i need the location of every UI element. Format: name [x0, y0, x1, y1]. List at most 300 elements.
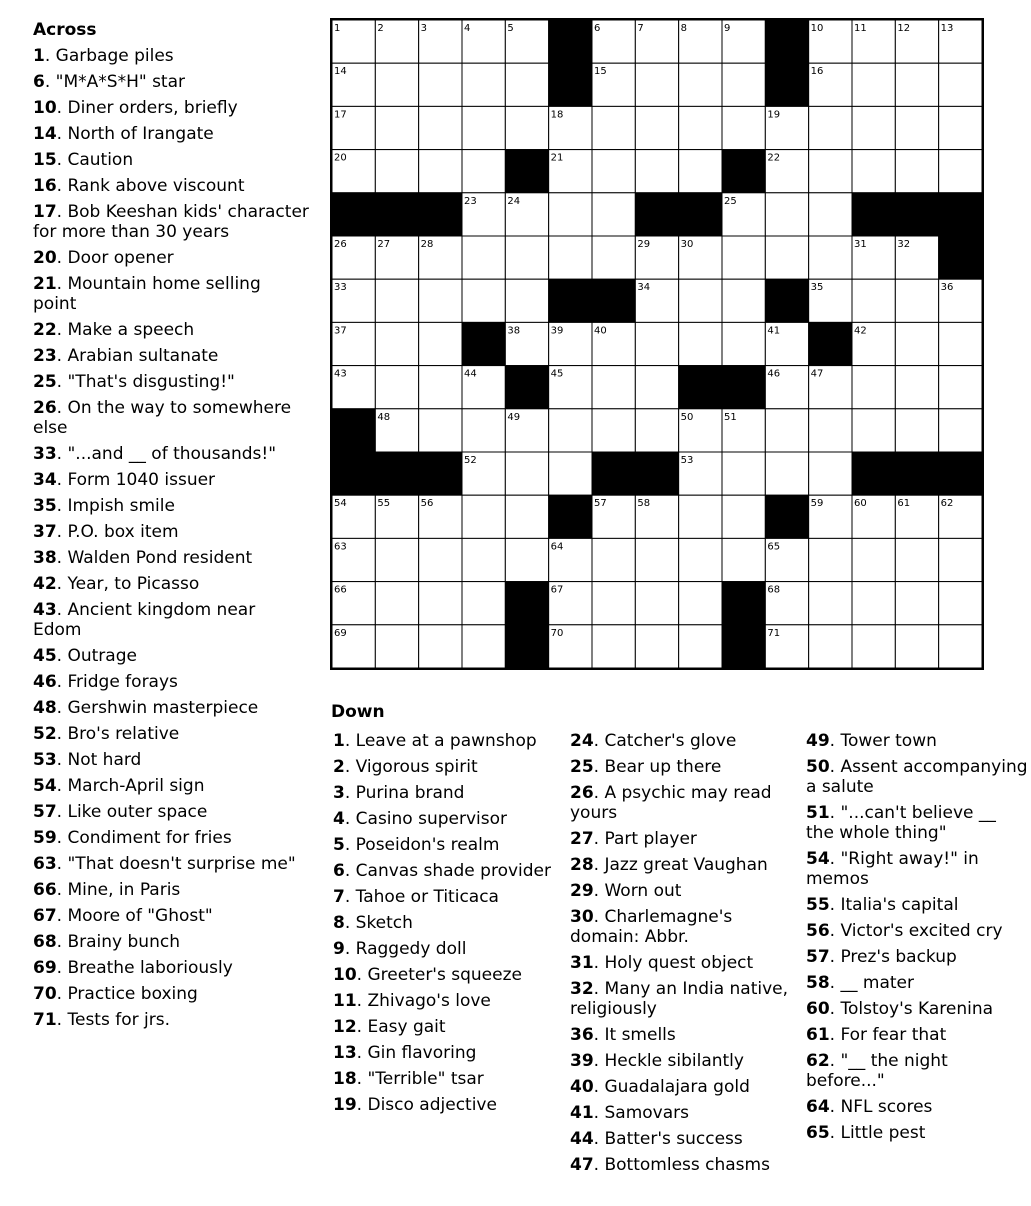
grid-cell[interactable]: [895, 322, 938, 365]
grid-cell[interactable]: [419, 279, 462, 322]
clue-item[interactable]: 39. Heckle sibilantly: [570, 1051, 744, 1071]
cell-number: 52: [464, 455, 477, 466]
clue-text: Raggedy doll: [355, 939, 467, 959]
clue-text: Many an India native, religiously: [570, 979, 789, 1019]
clue-text: Bro's relative: [67, 724, 180, 744]
clue-item[interactable]: 10. Greeter's squeeze: [333, 965, 522, 985]
cell-number: 67: [550, 584, 564, 596]
grid-cell[interactable]: [765, 409, 808, 452]
grid-cell[interactable]: [939, 106, 982, 149]
clue-item[interactable]: 44. Batter's success: [570, 1129, 743, 1149]
block-cell: [332, 193, 375, 236]
block-cell: [505, 625, 548, 668]
block-cell: [549, 279, 592, 322]
cell-number: 43: [334, 368, 347, 380]
clue-item[interactable]: 1. Garbage piles: [33, 46, 174, 66]
clue-text: North of Irangate: [67, 124, 214, 144]
grid-cell[interactable]: [679, 106, 722, 149]
clue-item[interactable]: 31. Holy quest object: [570, 953, 754, 973]
clue-item[interactable]: 61. For fear that: [806, 1025, 947, 1045]
clue-number: 28: [570, 855, 594, 875]
grid-cell[interactable]: [722, 63, 765, 106]
clue-item[interactable]: 50. Assent accompanying a salute: [806, 757, 1028, 797]
clue-text: "That doesn't surprise me": [67, 854, 296, 874]
grid-cell[interactable]: [462, 409, 505, 452]
clue-item[interactable]: 18. "Terrible" tsar: [333, 1069, 484, 1089]
cell-number: 61: [897, 498, 911, 510]
clue-number: 4: [333, 809, 345, 829]
grid-cell[interactable]: [375, 63, 418, 106]
clue-number: 69: [33, 958, 57, 978]
clue-item[interactable]: 21. Mountain home selling point: [33, 274, 261, 314]
clue-number: 53: [33, 750, 57, 770]
clue-item[interactable]: 54. March-April sign: [33, 776, 205, 796]
grid-cell[interactable]: [679, 538, 722, 581]
grid-cell[interactable]: [939, 63, 982, 106]
grid-cell[interactable]: [895, 582, 938, 625]
grid-cell[interactable]: [375, 106, 418, 149]
block-cell: [375, 193, 418, 236]
clue-number: 60: [806, 999, 830, 1019]
clue-item[interactable]: 62. "__ the night before...": [806, 1051, 948, 1091]
grid-cell[interactable]: [419, 106, 462, 149]
block-cell: [505, 150, 548, 193]
grid-cell[interactable]: [635, 625, 678, 668]
grid-cell[interactable]: [852, 150, 895, 193]
clue-item[interactable]: 48. Gershwin masterpiece: [33, 698, 259, 718]
block-cell: [635, 452, 678, 495]
down-clue-column-1: [333, 731, 565, 1121]
clue-number: 46: [33, 672, 57, 692]
grid-cell[interactable]: [375, 582, 418, 625]
grid-cell[interactable]: [592, 150, 635, 193]
clue-item[interactable]: 45. Outrage: [33, 646, 137, 666]
clue-text: Heckle sibilantly: [604, 1051, 744, 1071]
clue-number: 52: [33, 724, 57, 744]
grid-cell[interactable]: [462, 150, 505, 193]
clue-item[interactable]: 19. Disco adjective: [333, 1095, 497, 1115]
grid-cell[interactable]: [419, 625, 462, 668]
cell-number: 17: [334, 109, 347, 121]
clue-item[interactable]: 41. Samovars: [570, 1103, 689, 1123]
clue-item[interactable]: 4. Casino supervisor: [333, 809, 508, 829]
grid-cell[interactable]: [895, 409, 938, 452]
clue-text: Zhivago's love: [367, 991, 491, 1011]
grid-cell[interactable]: [722, 538, 765, 581]
block-cell: [939, 236, 982, 279]
grid-cell[interactable]: [505, 452, 548, 495]
block-cell: [635, 193, 678, 236]
grid-cell[interactable]: [895, 366, 938, 409]
clue-text: Worn out: [604, 881, 682, 901]
grid-cell[interactable]: [722, 279, 765, 322]
across-clue-list: [33, 46, 309, 1036]
grid-cell[interactable]: [939, 409, 982, 452]
clue-item[interactable]: 37. P.O. box item: [33, 522, 179, 542]
clue-item[interactable]: 42. Year, to Picasso: [33, 574, 200, 594]
grid-cell[interactable]: [635, 63, 678, 106]
clue-item[interactable]: 38. Walden Pond resident: [33, 548, 253, 568]
clue-item[interactable]: 27. Part player: [570, 829, 697, 849]
grid-cell[interactable]: [419, 150, 462, 193]
clue-text: "...and __ of thousands!": [67, 444, 277, 464]
clue-item[interactable]: 17. Bob Keeshan kids' character for more than 30 years: [33, 202, 309, 242]
grid-cell[interactable]: [505, 538, 548, 581]
grid-cell[interactable]: [809, 452, 852, 495]
block-cell: [419, 193, 462, 236]
grid-cell[interactable]: [419, 538, 462, 581]
grid-cell[interactable]: [549, 236, 592, 279]
grid-cell[interactable]: [635, 538, 678, 581]
clue-number: 45: [33, 646, 57, 666]
grid-cell[interactable]: [419, 63, 462, 106]
crossword-grid[interactable]: [330, 18, 984, 670]
grid-cell[interactable]: [722, 236, 765, 279]
grid-cell[interactable]: [679, 322, 722, 365]
clue-text: NFL scores: [840, 1097, 933, 1117]
clue-item[interactable]: 33. "...and __ of thousands!": [33, 444, 277, 464]
clue-text: Holy quest object: [604, 953, 754, 973]
grid-cell[interactable]: [809, 236, 852, 279]
grid-cell[interactable]: [852, 366, 895, 409]
clue-number: 6: [33, 72, 45, 92]
clue-item[interactable]: 26. On the way to somewhere else: [33, 398, 292, 438]
grid-cell[interactable]: [679, 582, 722, 625]
grid-cell[interactable]: [419, 366, 462, 409]
clue-item[interactable]: 52. Bro's relative: [33, 724, 180, 744]
grid-cell[interactable]: [375, 625, 418, 668]
cell-number: 68: [767, 584, 781, 596]
clue-text: __ mater: [840, 973, 914, 993]
clue-text: Canvas shade provider: [355, 861, 551, 881]
clue-item[interactable]: 7. Tahoe or Titicaca: [333, 887, 499, 907]
cell-number: 63: [334, 541, 347, 553]
grid-cell[interactable]: [635, 106, 678, 149]
grid-cell[interactable]: [635, 582, 678, 625]
grid-cell[interactable]: [809, 538, 852, 581]
grid-cell[interactable]: [679, 495, 722, 538]
grid-cell[interactable]: [765, 236, 808, 279]
clue-text: Catcher's glove: [604, 731, 737, 751]
clue-item[interactable]: 10. Diner orders, briefly: [33, 98, 238, 118]
clue-text: Breathe laboriously: [67, 958, 233, 978]
grid-cell[interactable]: [722, 452, 765, 495]
grid-cell[interactable]: [939, 538, 982, 581]
clue-text: Bear up there: [604, 757, 722, 777]
clue-number: 56: [806, 921, 830, 941]
grid-cell[interactable]: [679, 279, 722, 322]
grid-cell[interactable]: [939, 150, 982, 193]
clue-item[interactable]: 12. Easy gait: [333, 1017, 446, 1037]
block-cell: [332, 409, 375, 452]
grid-cell[interactable]: [592, 366, 635, 409]
grid-cell[interactable]: [635, 322, 678, 365]
grid-cell[interactable]: [852, 106, 895, 149]
block-cell: [722, 582, 765, 625]
block-cell: [895, 193, 938, 236]
clue-item[interactable]: 59. Condiment for fries: [33, 828, 232, 848]
grid-cell[interactable]: [505, 236, 548, 279]
grid-cell[interactable]: [722, 322, 765, 365]
grid-cell[interactable]: [549, 452, 592, 495]
grid-cell[interactable]: [895, 625, 938, 668]
clue-text: Poseidon's realm: [355, 835, 500, 855]
clue-number: 15: [33, 150, 57, 170]
clue-item[interactable]: 58. __ mater: [806, 973, 914, 993]
clue-item[interactable]: 71. Tests for jrs.: [33, 1010, 170, 1030]
grid-cell[interactable]: [809, 409, 852, 452]
clue-item[interactable]: 25. "That's disgusting!": [33, 372, 235, 392]
clue-item[interactable]: 57. Like outer space: [33, 802, 208, 822]
cell-number: 14: [334, 66, 347, 78]
grid-cell[interactable]: [462, 582, 505, 625]
grid-cell[interactable]: [679, 150, 722, 193]
clue-item[interactable]: 14. North of Irangate: [33, 124, 214, 144]
clue-item[interactable]: 5. Poseidon's realm: [333, 835, 500, 855]
clue-number: 20: [33, 248, 57, 268]
clue-item[interactable]: 43. Ancient kingdom near Edom: [33, 600, 256, 640]
clue-number: 41: [570, 1103, 594, 1123]
clue-item[interactable]: 23. Arabian sultanate: [33, 346, 219, 366]
grid-cell[interactable]: [895, 279, 938, 322]
grid-cell[interactable]: [549, 193, 592, 236]
cell-number: 31: [854, 239, 867, 250]
grid-cell[interactable]: [419, 409, 462, 452]
grid-cell[interactable]: [765, 452, 808, 495]
cell-number: 3: [420, 23, 428, 34]
clue-item[interactable]: 57. Prez's backup: [806, 947, 957, 967]
clue-text: Purina brand: [355, 783, 465, 803]
grid-cell[interactable]: [592, 106, 635, 149]
clue-number: 44: [570, 1129, 594, 1149]
clue-number: 19: [333, 1095, 357, 1115]
clue-item[interactable]: 26. A psychic may read yours: [570, 783, 772, 823]
grid-cell[interactable]: [419, 582, 462, 625]
grid-cell[interactable]: [462, 236, 505, 279]
clue-item[interactable]: 47. Bottomless chasms: [570, 1155, 770, 1175]
clue-text: Door opener: [67, 248, 174, 268]
clue-item[interactable]: 65. Little pest: [806, 1123, 926, 1143]
grid-cell[interactable]: [852, 538, 895, 581]
grid-cell[interactable]: [419, 322, 462, 365]
clue-item[interactable]: 11. Zhivago's love: [333, 991, 491, 1011]
clue-item[interactable]: 54. "Right away!" in memos: [806, 849, 979, 889]
grid-cell[interactable]: [462, 625, 505, 668]
clue-item[interactable]: 69. Breathe laboriously: [33, 958, 233, 978]
clue-item[interactable]: 66. Mine, in Paris: [33, 880, 181, 900]
grid-cell[interactable]: [592, 582, 635, 625]
clue-number: 11: [333, 991, 357, 1011]
clue-number: 10: [33, 98, 57, 118]
grid-cell[interactable]: [679, 63, 722, 106]
clue-text: Make a speech: [67, 320, 195, 340]
grid-cell[interactable]: [809, 193, 852, 236]
grid-cell[interactable]: [939, 322, 982, 365]
cell-number: 42: [854, 325, 867, 337]
clue-item[interactable]: 16. Rank above viscount: [33, 176, 245, 196]
clue-number: 50: [806, 757, 830, 777]
grid-cell[interactable]: [592, 625, 635, 668]
grid-cell[interactable]: [592, 538, 635, 581]
cell-number: 6: [594, 23, 601, 34]
clue-item[interactable]: 40. Guadalajara gold: [570, 1077, 750, 1097]
block-cell: [505, 582, 548, 625]
clue-item[interactable]: 8. Sketch: [333, 913, 413, 933]
clue-item[interactable]: 6. "M*A*S*H" star: [33, 72, 185, 92]
clue-number: 26: [33, 398, 57, 418]
grid-cell[interactable]: [809, 625, 852, 668]
cell-number: 46: [767, 368, 781, 380]
clue-item[interactable]: 2. Vigorous spirit: [333, 757, 478, 777]
cell-number: 41: [767, 325, 781, 337]
grid-cell[interactable]: [852, 63, 895, 106]
grid-cell[interactable]: [895, 538, 938, 581]
clue-text: "That's disgusting!": [67, 372, 235, 392]
grid-cell[interactable]: [375, 150, 418, 193]
clue-text: "Terrible" tsar: [367, 1069, 484, 1089]
cell-number: 9: [724, 23, 731, 34]
clue-item[interactable]: 55. Italia's capital: [806, 895, 959, 915]
grid-cell[interactable]: [592, 193, 635, 236]
grid-cell[interactable]: [375, 322, 418, 365]
grid-cell[interactable]: [679, 625, 722, 668]
grid-cell[interactable]: [635, 366, 678, 409]
clue-item[interactable]: 68. Brainy bunch: [33, 932, 180, 952]
grid-cell[interactable]: [635, 409, 678, 452]
grid-cell[interactable]: [505, 63, 548, 106]
clue-item[interactable]: 24. Catcher's glove: [570, 731, 737, 751]
grid-cell[interactable]: [505, 279, 548, 322]
grid-cell[interactable]: [809, 582, 852, 625]
cell-number: 23: [464, 195, 477, 207]
clue-item[interactable]: 67. Moore of "Ghost": [33, 906, 213, 926]
clue-item[interactable]: 70. Practice boxing: [33, 984, 198, 1004]
clue-item[interactable]: 29. Worn out: [570, 881, 682, 901]
cell-number: 60: [854, 498, 867, 510]
clue-number: 62: [806, 1051, 830, 1071]
clue-item[interactable]: 49. Tower town: [806, 731, 937, 751]
clue-number: 16: [33, 176, 57, 196]
cell-number: 51: [724, 411, 737, 423]
clue-text: Fridge forays: [67, 672, 178, 692]
down-title: Down: [331, 702, 385, 722]
clue-number: 25: [33, 372, 57, 392]
grid-cell[interactable]: [462, 63, 505, 106]
cell-number: 24: [507, 195, 521, 207]
grid-cell[interactable]: [462, 538, 505, 581]
clue-item[interactable]: 9. Raggedy doll: [333, 939, 467, 959]
clue-number: 26: [570, 783, 594, 803]
grid-cell[interactable]: [939, 582, 982, 625]
clue-item[interactable]: 30. Charlemagne's domain: Abbr.: [570, 907, 733, 947]
clue-number: 57: [806, 947, 830, 967]
clue-text: Arabian sultanate: [67, 346, 219, 366]
clue-text: Condiment for fries: [67, 828, 232, 848]
clue-number: 70: [33, 984, 57, 1004]
clue-item[interactable]: 13. Gin flavoring: [333, 1043, 477, 1063]
clue-text: Guadalajara gold: [604, 1077, 750, 1097]
clue-item[interactable]: 3. Purina brand: [333, 783, 465, 803]
clue-item[interactable]: 25. Bear up there: [570, 757, 722, 777]
grid-cell[interactable]: [375, 538, 418, 581]
grid-cell[interactable]: [852, 582, 895, 625]
clue-text: Practice boxing: [67, 984, 198, 1004]
grid-cell[interactable]: [852, 625, 895, 668]
grid-cell[interactable]: [765, 193, 808, 236]
cell-number: 70: [550, 627, 564, 639]
clue-text: Caution: [67, 150, 134, 170]
clue-item[interactable]: 64. NFL scores: [806, 1097, 933, 1117]
grid-cell[interactable]: [852, 279, 895, 322]
clue-item[interactable]: 34. Form 1040 issuer: [33, 470, 216, 490]
clue-item[interactable]: 60. Tolstoy's Karenina: [806, 999, 994, 1019]
grid-cell[interactable]: [852, 409, 895, 452]
grid-cell[interactable]: [895, 150, 938, 193]
clue-item[interactable]: 63. "That doesn't surprise me": [33, 854, 296, 874]
clue-item[interactable]: 46. Fridge forays: [33, 672, 178, 692]
clue-item[interactable]: 1. Leave at a pawnshop: [333, 731, 537, 751]
cell-number: 1: [334, 23, 341, 34]
cell-number: 29: [637, 239, 651, 250]
grid-cell[interactable]: [549, 409, 592, 452]
grid-cell[interactable]: [462, 279, 505, 322]
clue-item[interactable]: 28. Jazz great Vaughan: [570, 855, 768, 875]
clue-item[interactable]: 35. Impish smile: [33, 496, 175, 516]
cell-number: 64: [550, 541, 564, 553]
grid-cell[interactable]: [809, 106, 852, 149]
clue-item[interactable]: 53. Not hard: [33, 750, 142, 770]
clue-number: 43: [33, 600, 57, 620]
grid-cell[interactable]: [505, 495, 548, 538]
clue-number: 49: [806, 731, 830, 751]
clue-item[interactable]: 51. "...can't believe __ the whole thing": [806, 803, 996, 843]
cell-number: 10: [810, 23, 824, 34]
grid-cell[interactable]: [375, 366, 418, 409]
grid-cell[interactable]: [462, 106, 505, 149]
grid-cell[interactable]: [635, 150, 678, 193]
grid-cell[interactable]: [462, 495, 505, 538]
clue-item[interactable]: 22. Make a speech: [33, 320, 195, 340]
clue-number: 57: [33, 802, 57, 822]
clue-text: Bottomless chasms: [604, 1155, 770, 1175]
clue-item[interactable]: 20. Door opener: [33, 248, 174, 268]
grid-cell[interactable]: [375, 279, 418, 322]
grid-cell[interactable]: [939, 625, 982, 668]
grid-cell[interactable]: [722, 495, 765, 538]
grid-cell[interactable]: [895, 106, 938, 149]
down-clue-column-3: [806, 731, 1028, 1149]
grid-cell[interactable]: [939, 366, 982, 409]
block-cell: [765, 63, 808, 106]
clue-item[interactable]: 36. It smells: [570, 1025, 676, 1045]
grid-cell[interactable]: [592, 409, 635, 452]
grid-cell[interactable]: [505, 106, 548, 149]
clue-item[interactable]: 32. Many an India native, religiously: [570, 979, 789, 1019]
cell-number: 49: [507, 411, 521, 423]
clue-item[interactable]: 56. Victor's excited cry: [806, 921, 1003, 941]
grid-cell[interactable]: [592, 236, 635, 279]
clue-item[interactable]: 15. Caution: [33, 150, 134, 170]
grid-cell[interactable]: [809, 150, 852, 193]
clue-number: 31: [570, 953, 594, 973]
clue-item[interactable]: 6. Canvas shade provider: [333, 861, 551, 881]
grid-cell[interactable]: [895, 63, 938, 106]
clue-text: Garbage piles: [55, 46, 174, 66]
clue-text: Prez's backup: [840, 947, 957, 967]
cell-number: 5: [507, 23, 514, 34]
grid-cell[interactable]: [722, 106, 765, 149]
cell-number: 34: [637, 282, 651, 294]
